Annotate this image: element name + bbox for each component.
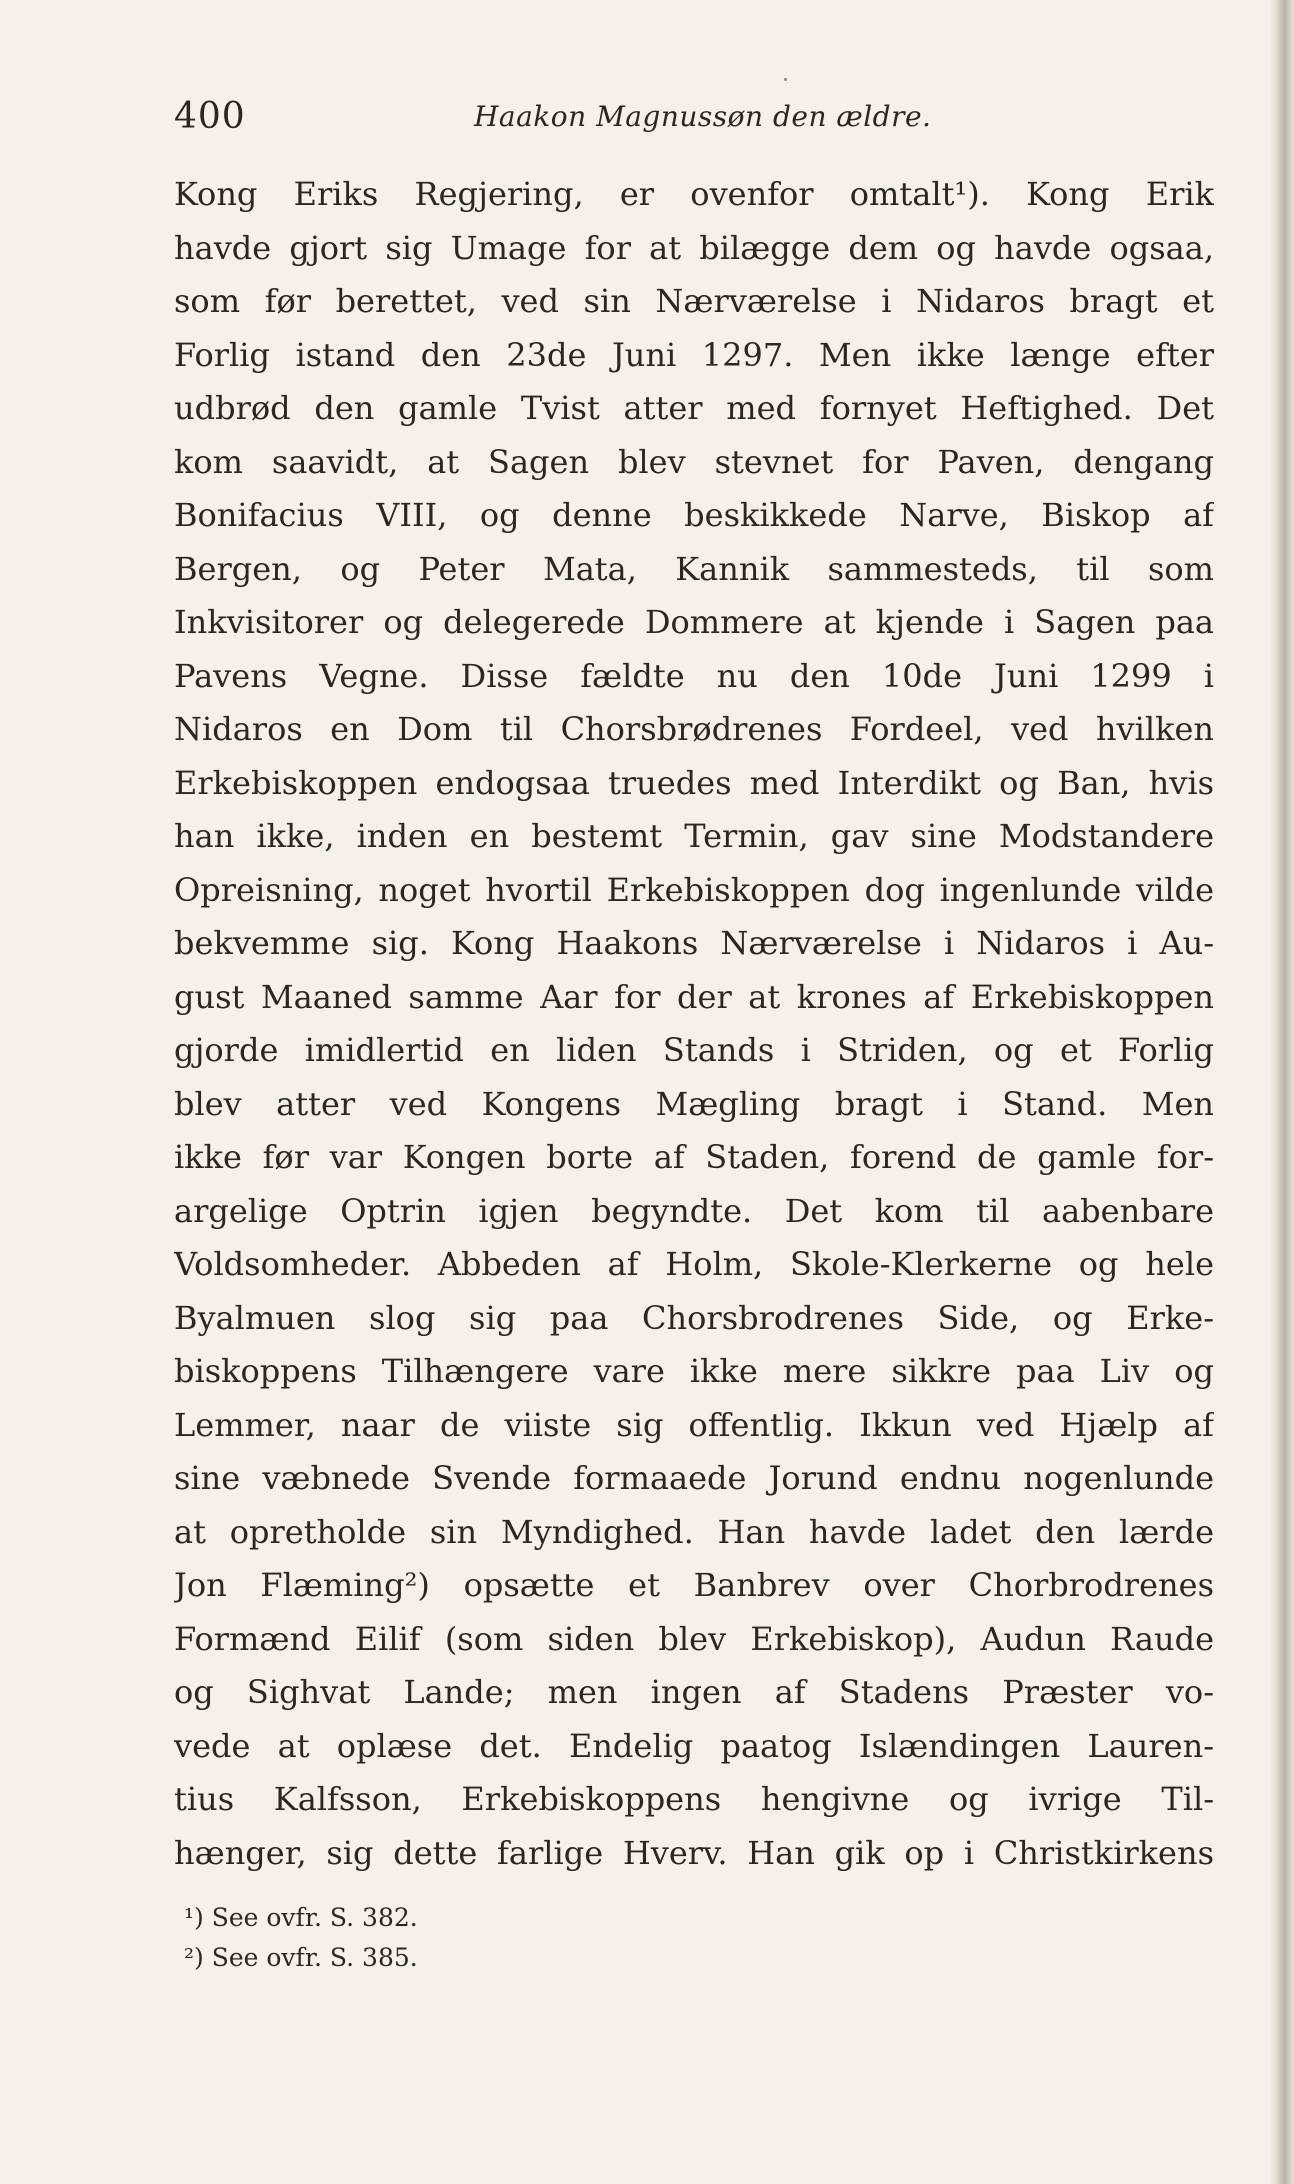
text-line: gjorde imidlertid en liden Stands i Striden, og et Forlig — [174, 1031, 1214, 1069]
text-line: Nidaros en Dom til Chorsbrødrenes Fordeel, ved hvilken — [174, 710, 1214, 748]
text-line: udbrød den gamle Tvist atter med fornyet Heftighed. Det — [174, 389, 1214, 427]
text-line: ikke før var Kongen borte af Staden, forend de gamle for- — [174, 1138, 1214, 1176]
page-number: 400 — [174, 96, 246, 137]
footnote-2: ²) See ovfr. S. 385. — [184, 1943, 418, 1972]
text-line: Lemmer, naar de viiste sig offentlig. Ikkun ved Hjælp af — [174, 1405, 1214, 1444]
text-line: Byalmuen slog sig paa Chorsbrodrenes Side, og Erke- — [174, 1298, 1214, 1337]
running-title: Haakon Magnussøn den ældre. — [474, 100, 932, 133]
text-line: han ikke, inden en bestemt Termin, gav sine Modstandere — [174, 817, 1214, 855]
text-line: Jon Flæming²) opsætte et Banbrev over Chorbrodrenes — [174, 1566, 1214, 1604]
text-line: bekvemme sig. Kong Haakons Nærværelse i Nidaros i Au- — [174, 924, 1214, 962]
text-line: gust Maaned samme Aar for der at krones af Erkebiskoppen — [174, 977, 1214, 1016]
text-line: Bonifacius VIII, og denne beskikkede Narve, Biskop af — [174, 496, 1214, 534]
text-line: biskoppens Tilhængere vare ikke mere sikkre paa Liv og — [174, 1352, 1214, 1390]
text-line: som før berettet, ved sin Nærværelse i Nidaros bragt et — [174, 282, 1214, 320]
text-line: Inkvisitorer og delegerede Dommere at kjende i Sagen paa — [174, 603, 1214, 641]
text-line: Erkebiskoppen endogsaa truedes med Interdikt og Ban, hvis — [174, 763, 1214, 802]
page-edge — [1270, 0, 1294, 2184]
text-line: og Sighvat Lande; men ingen af Stadens Præster vo- — [174, 1673, 1214, 1711]
text-line: Opreisning, noget hvortil Erkebiskoppen dog ingenlunde vilde — [174, 870, 1214, 909]
text-line: Voldsomheder. Abbeden af Holm, Skole-Klerkerne og hele — [174, 1245, 1214, 1283]
text-line: Forlig istand den 23de Juni 1297. Men ikke længe efter — [174, 335, 1214, 374]
text-line: blev atter ved Kongens Mægling bragt i Stand. Men — [174, 1084, 1214, 1123]
footnote-1: ¹) See ovfr. S. 382. — [184, 1903, 418, 1932]
text-line: at opretholde sin Myndighed. Han havde ladet den lærde — [174, 1512, 1214, 1551]
footnotes — [184, 1898, 1084, 1978]
text-line: Kong Eriks Regjering, er ovenfor omtalt¹). Kong Erik — [174, 175, 1214, 213]
text-line: Pavens Vegne. Disse fældte nu den 10de Juni 1299 i — [174, 656, 1214, 695]
page-header — [174, 96, 1214, 146]
text-line: vede at oplæse det. Endelig paatog Islændingen Lauren- — [174, 1726, 1214, 1765]
text-line: hænger, sig dette farlige Hverv. Han gik op i Christkirkens — [174, 1833, 1214, 1872]
text-line: havde gjort sig Umage for at bilægge dem og havde ogsaa, — [174, 228, 1214, 267]
speck-mark — [784, 78, 787, 81]
text-line: sine væbnede Svende formaaede Jorund endnu nogenlunde — [174, 1459, 1214, 1497]
body-text — [174, 168, 1214, 1880]
text-line: Bergen, og Peter Mata, Kannik sammesteds, til som — [174, 549, 1214, 588]
text-line: Formænd Eilif (som siden blev Erkebiskop), Audun Raude — [174, 1619, 1214, 1658]
text-line: tius Kalfsson, Erkebiskoppens hengivne og ivrige Til- — [174, 1780, 1214, 1818]
text-line: kom saavidt, at Sagen blev stevnet for Paven, dengang — [174, 442, 1214, 481]
text-line: argelige Optrin igjen begyndte. Det kom til aabenbare — [174, 1191, 1214, 1230]
